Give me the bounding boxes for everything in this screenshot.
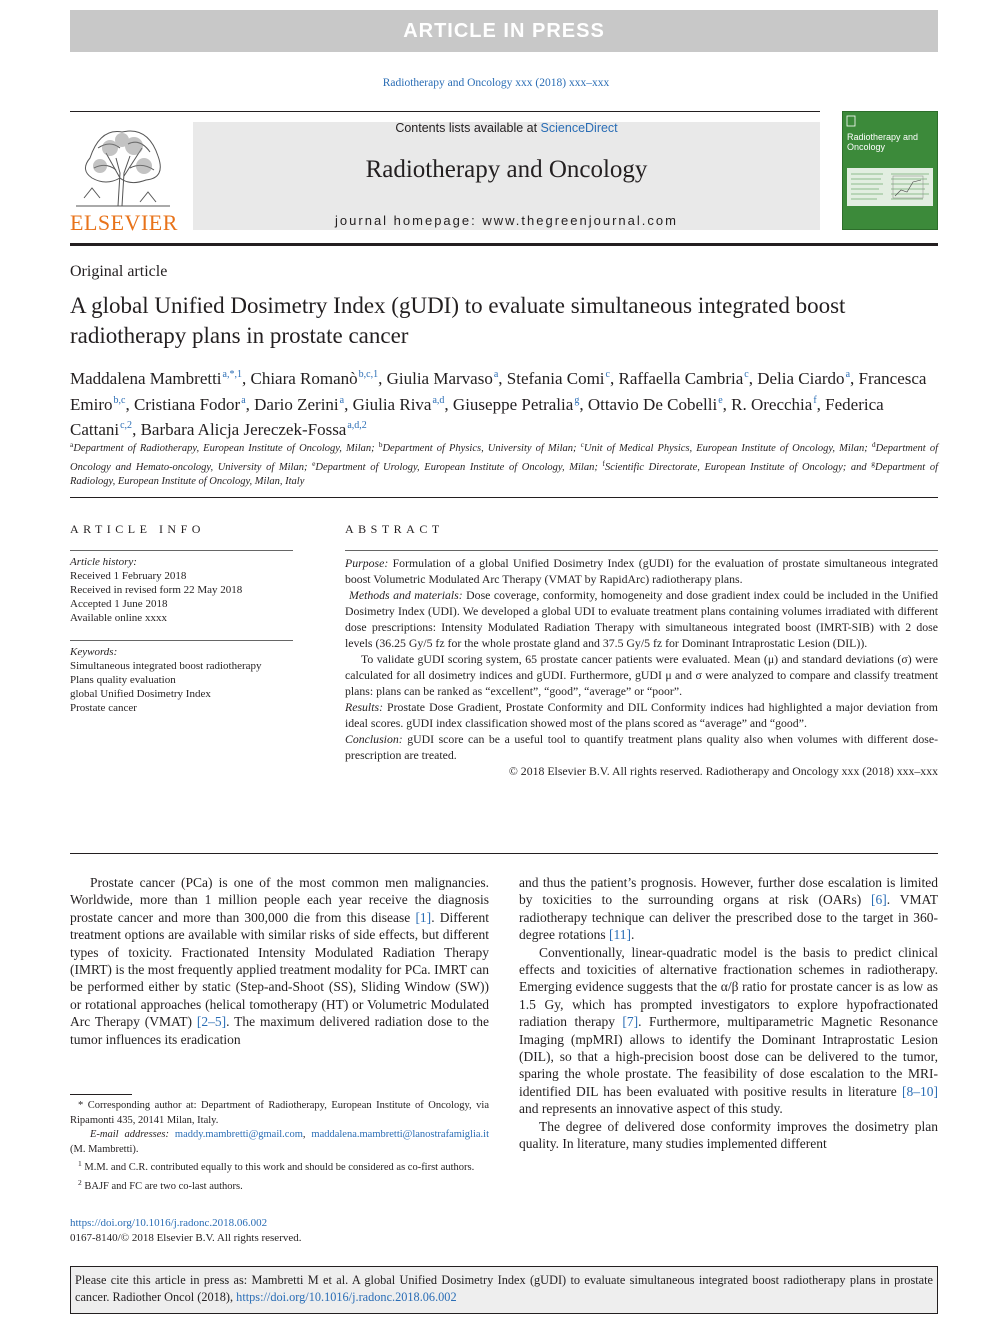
author-name: Giulia Marvaso bbox=[386, 369, 493, 388]
email-suffix: (M. Mambretti). bbox=[70, 1143, 139, 1155]
author-affiliation-marker[interactable]: b,c bbox=[113, 394, 126, 406]
footnote-email: E-mail addresses: maddy.mambretti@gmail.com, maddalena.mambretti@lanostrafamiglia.it (M. Mambretti). bbox=[70, 1129, 490, 1155]
footnotes bbox=[70, 1099, 489, 1194]
doi-block bbox=[70, 1216, 302, 1245]
abstract-rule bbox=[345, 550, 938, 551]
article-info-rule bbox=[70, 550, 293, 551]
author-affiliation-marker[interactable]: a bbox=[493, 369, 499, 380]
author-name: Cristiana Fodor bbox=[133, 394, 241, 414]
footnote-text: BAJF and FC are two co-last authors. bbox=[84, 1180, 243, 1192]
article-info-heading: ARTICLE INFO bbox=[70, 522, 205, 536]
author-affiliation-marker[interactable]: b,c,1 bbox=[358, 369, 379, 380]
author-name: Maddalena Mambretti bbox=[70, 369, 222, 388]
footnote-text: M.M. and C.R. contributed equally to this work and should be considered as co-first authors. bbox=[84, 1162, 475, 1173]
text-run: . Different treatment options are available with similar risks of side effects, but different types of toxicity. Fractionated Intensity Modulated Radiation Therapy (IMRT) is the most frequently applied treatment modality for PCa. IMRT can be performed either by static (Step-and-Shoot (SS), Sliding Window (SW)) or rotational approaches (helical tomotherapy (HT) or Volumetric Modulated Arc Therapy (VMAT) bbox=[70, 909, 489, 1030]
elsevier-wordmark: ELSEVIER bbox=[70, 210, 178, 235]
email-link[interactable]: maddy.mambretti@gmail.com bbox=[174, 1129, 303, 1140]
text-run: and represents an innovative aspect of this study. bbox=[519, 1101, 783, 1117]
history-accepted: Accepted 1 June 2018 bbox=[70, 598, 168, 610]
text-run: . The maximum delivered radiation dose to the tumor influences its eradication bbox=[70, 1014, 489, 1047]
author-affiliation-marker[interactable]: c bbox=[605, 369, 610, 380]
purpose-text: Formulation of a global Unified Dosimetry Index (gUDI) for the evaluation of prostate simultaneous integrated boost Volumetric Modulated Arc Therapy (VMAT by RapidArc) radiotherapy plans. bbox=[345, 556, 938, 586]
body-column-left bbox=[70, 874, 489, 1048]
reference-link[interactable]: [6] bbox=[871, 892, 887, 908]
intro-paragraph-2 bbox=[519, 944, 938, 1118]
cite-doi-link[interactable]: https://doi.org/10.1016/j.radonc.2018.06.002 bbox=[236, 1290, 457, 1304]
affiliation-text: Department of Urology, European Institute of Oncology, Milan; bbox=[315, 461, 603, 473]
journal-citation-link[interactable]: Radiotherapy and Oncology xxx (2018) xxx–xxx bbox=[382, 77, 610, 89]
body-column-right bbox=[519, 874, 938, 1153]
author-name: Dario Zerini bbox=[254, 394, 339, 414]
text-run: and thus the patient’s prognosis. However, further dose escalation is limited by toxicities to the surrounding organs at risk (OARs) bbox=[519, 875, 938, 908]
article-title: A global Unified Dosimetry Index (gUDI) to evaluate simultaneous integrated boost radiotherapy plans in prostate cancer bbox=[70, 293, 846, 348]
journal-title: Radiotherapy and Oncology bbox=[365, 156, 648, 183]
author-name: Stefania Comi bbox=[506, 369, 605, 388]
author-affiliation-marker[interactable]: a bbox=[241, 394, 246, 406]
contents-line bbox=[193, 121, 820, 135]
author-affiliation-marker[interactable]: e bbox=[718, 394, 723, 406]
footnote-1: $^1$ M.M. and C.R. contributed equally to this work and should be considered as co-first authors. bbox=[78, 1159, 475, 1173]
cover-title: Radiotherapy and Oncology bbox=[847, 132, 919, 152]
affiliation-marker: a bbox=[70, 440, 74, 449]
reference-link[interactable]: [2–5] bbox=[196, 1014, 227, 1030]
author-affiliation-marker[interactable]: a,d,2 bbox=[347, 420, 367, 431]
author-name: Francesca Emiro bbox=[70, 369, 927, 414]
affiliation-marker: b bbox=[378, 440, 383, 449]
intro-paragraph-3: The degree of delivered dose conformity improves the dosimetry plan quality. In literature, many studies implemented different bbox=[519, 1118, 938, 1152]
footnote-text: Corresponding author at: Department of Radiotherapy, European Institute of Oncology, via Ripamonti 435, 20141 Milan, Italy. bbox=[70, 1100, 489, 1126]
affiliation-text: Department of Oncology and Hemato-oncology, University of Milan; bbox=[70, 443, 938, 473]
text-run: . VMAT radiotherapy technique can deliver the prescribed dose to the target in 360-degree rotations bbox=[519, 892, 938, 943]
footnote-rule bbox=[70, 1094, 132, 1095]
results-text: Prostate Dose Gradient, Prostate Conformity and DIL Conformity indices had highlighted a major deviation from ideal scores. gUDI index classification showed most of the plans scored as “average” and “good”. bbox=[345, 700, 938, 730]
methods-text-2: To validate gUDI scoring system, 65 prostate cancer patients were evaluated. Mean (μ) and standard deviations (σ) were calculated for all dosimetry indices and gUDI. Furthermore, gUDI μ and σ were analyzed to compare and classify treatment plans: plans can be ranked as “excellent”, “good”, “average” or “poor”. bbox=[345, 652, 938, 698]
keywords-label: Keywords: bbox=[70, 646, 118, 658]
keyword-item: Plans quality evaluation bbox=[70, 674, 176, 686]
author-name: Giuseppe Petralia bbox=[452, 394, 574, 414]
keywords-rule bbox=[70, 640, 293, 641]
reference-link[interactable]: [11] bbox=[608, 927, 631, 943]
history-received: Received 1 February 2018 bbox=[70, 570, 187, 582]
author-name: Giulia Riva bbox=[352, 394, 432, 414]
affiliation-text: Department of Physics, University of Milan; bbox=[382, 443, 581, 454]
author-name: Chiara Romanò bbox=[250, 369, 358, 388]
author-name: Barbara Alicja Jereczek-Fossa bbox=[140, 420, 347, 439]
history-online: Available online xxxx bbox=[70, 612, 167, 624]
cover-graphic bbox=[843, 112, 937, 229]
keyword-item: global Unified Dosimetry Index bbox=[70, 688, 211, 700]
author-affiliation-marker[interactable]: a,*,1 bbox=[222, 369, 242, 380]
text-run: . bbox=[630, 927, 635, 943]
issn-line: 0167-8140/© 2018 Elsevier B.V. All rights reserved. bbox=[70, 1231, 302, 1244]
abstract-heading: ABSTRACT bbox=[345, 522, 444, 536]
text-run: Conventionally, linear-quadratic model is the basis to predict clinical effects and toxicities of alternative fractionation schemes in radiotherapy. Emerging evidence suggests that the α/β ratio for prostate cancer is as low as 1.5 Gy, which has prompted investigators to explore hypofractionated radiation therapy bbox=[519, 944, 938, 1030]
methods-label: Methods and materials: bbox=[349, 588, 463, 602]
affiliation-text: Unit of Medical Physics, European Institute of Oncology, Milan; bbox=[583, 443, 872, 454]
conclusion-label: Conclusion: bbox=[345, 732, 403, 746]
affiliation-marker: g bbox=[871, 458, 876, 468]
author-affiliation-marker[interactable]: a,d bbox=[432, 394, 445, 406]
asterisk-marker: * bbox=[78, 1100, 88, 1111]
conclusion-text: gUDI score can be a useful tool to quantify treatment plans quality also when volumes with different dose-prescription are treated. bbox=[345, 732, 938, 762]
author-affiliation-marker[interactable]: a bbox=[339, 394, 345, 406]
footnote-2: $^2$ BAJF and FC are two co-last authors. bbox=[78, 1177, 243, 1192]
author-affiliation-marker[interactable]: f bbox=[813, 394, 817, 406]
article-type: Original article bbox=[70, 263, 168, 280]
reference-link[interactable]: [1] bbox=[415, 909, 432, 925]
author-name: Federica Cattani bbox=[70, 394, 884, 439]
intro-paragraph-1 bbox=[70, 874, 489, 1048]
contents-prefix: Contents lists available at bbox=[395, 121, 541, 135]
body-rule bbox=[70, 853, 938, 854]
sciencedirect-link[interactable]: ScienceDirect bbox=[540, 121, 618, 135]
affiliation-marker: c bbox=[580, 440, 584, 449]
text-run: Prostate cancer (PCa) is one of the most common men malignancies. Worldwide, more than 1 million people each year receive the diagnosis prostate cancer and more than 300,000 die from this disease bbox=[70, 875, 489, 925]
email-link[interactable]: maddalena.mambretti@lanostrafamiglia.it bbox=[311, 1129, 490, 1140]
affiliation-marker: f bbox=[602, 458, 605, 468]
doi-link[interactable]: https://doi.org/10.1016/j.radonc.2018.06.002 bbox=[70, 1217, 268, 1229]
abstract-copyright: © 2018 Elsevier B.V. All rights reserved. Radiotherapy and Oncology xxx (2018) xxx–xxx bbox=[508, 764, 938, 778]
affiliation-marker: e bbox=[312, 458, 316, 468]
keyword-item: Simultaneous integrated boost radiotherapy bbox=[70, 660, 262, 672]
author-name: Delia Ciardo bbox=[757, 369, 845, 388]
article-history bbox=[70, 555, 300, 625]
affiliations bbox=[70, 438, 938, 490]
author-affiliation-marker[interactable]: a bbox=[845, 369, 851, 380]
journal-homepage[interactable]: journal homepage: www.thegreenjournal.com bbox=[335, 213, 678, 228]
affiliation-text: Scientific Directorate, European Institute of Oncology; and bbox=[604, 461, 872, 473]
author-affiliation-marker[interactable]: g bbox=[574, 394, 580, 406]
author-affiliation-marker[interactable]: c,2 bbox=[120, 420, 133, 431]
author-affiliation-marker[interactable]: c bbox=[744, 369, 749, 380]
results-label: Results: bbox=[345, 700, 384, 714]
footnote-corresponding bbox=[70, 1099, 489, 1128]
cite-text: Please cite this article in press as: Mambretti M et al. A global Unified Dosimetry Index (gUDI) to evaluate simultaneous integrated boost radiotherapy plans in prostate cancer. Radiother Oncol (2018), bbox=[75, 1273, 933, 1304]
author-list: Maddalena Mambretti$^{a,*,1}$, Chiara Romanò$^{b,c,1}$, Giulia Marvaso$^a$, Stefania Comi$^c$, Raffaella Cambria$^c$, Delia Ciardo$^a$, Francesca Emiro$^{b,c}$, Cristiana Fodor$^a$, Dario Zerini$^a$, Giulia Riva$^{a,d}$, Giuseppe Petralia$^g$, Ottavio De Cobelli$^e$, R. Orecchia$^f$, Federica Cattani$^{c,2}$, Barbara Alicja Jereczek-Fossa$^{a,d,2}$ bbox=[70, 369, 927, 439]
keyword-item: Prostate cancer bbox=[70, 702, 137, 714]
abstract-body bbox=[345, 555, 938, 779]
history-revised: Received in revised form 22 May 2018 bbox=[70, 584, 243, 596]
methods-text: Dose coverage, conformity, homogeneity and dose gradient index could be included in the Unified Dosimetry Index (UDI). We developed a global UDI to evaluate treatment plans containing volumes irradiated with different dose prescriptions: Intensity Modulated Radiation Therapy with simultaneous integrated boost (IMRT-SIB) with 2 dose levels (36.25 Gy/5 fz for the whole prostate gland and 37.5 Gy/5 fz for Dominant Intraprostatic Lesion (DIL)). bbox=[345, 588, 939, 650]
author-name: Ottavio De Cobelli bbox=[587, 394, 718, 414]
text-run: . Furthermore, multiparametric Magnetic Resonance Imaging (mpMRI) allows to identify the Dominant Intraprostatic Lesion (DIL), so that a high-precision boost dose can be delivered to the tumor, sparing the whole prostate. The feasibility of dose escalation to the MRI-identified DIL has been evaluated with positive results in literature bbox=[519, 1014, 938, 1099]
header-rule bbox=[70, 111, 820, 112]
affiliation-text: Department of Radiology, European Institute of Oncology, Milan, Italy bbox=[70, 461, 938, 487]
history-label: Article history: bbox=[70, 556, 137, 568]
journal-cover bbox=[842, 111, 938, 230]
affiliation-text: Department of Radiotherapy, European Institute of Oncology, Milan; bbox=[73, 443, 379, 454]
article-in-press-banner: ARTICLE IN PRESS bbox=[70, 10, 938, 52]
email-label: E-mail addresses: bbox=[90, 1129, 169, 1140]
affiliation-marker: d bbox=[871, 440, 876, 449]
reference-link[interactable]: [7] bbox=[622, 1014, 639, 1030]
purpose-label: Purpose: bbox=[345, 556, 389, 570]
cite-this-article-box bbox=[70, 1266, 938, 1314]
intro-paragraph-1-cont bbox=[519, 874, 938, 944]
keywords bbox=[70, 645, 300, 715]
affiliations-rule bbox=[70, 497, 938, 498]
author-name: Raffaella Cambria bbox=[618, 369, 744, 388]
reference-link[interactable]: [8–10] bbox=[902, 1083, 938, 1099]
author-name: R. Orecchia bbox=[731, 394, 813, 414]
masthead-rule bbox=[70, 243, 938, 246]
